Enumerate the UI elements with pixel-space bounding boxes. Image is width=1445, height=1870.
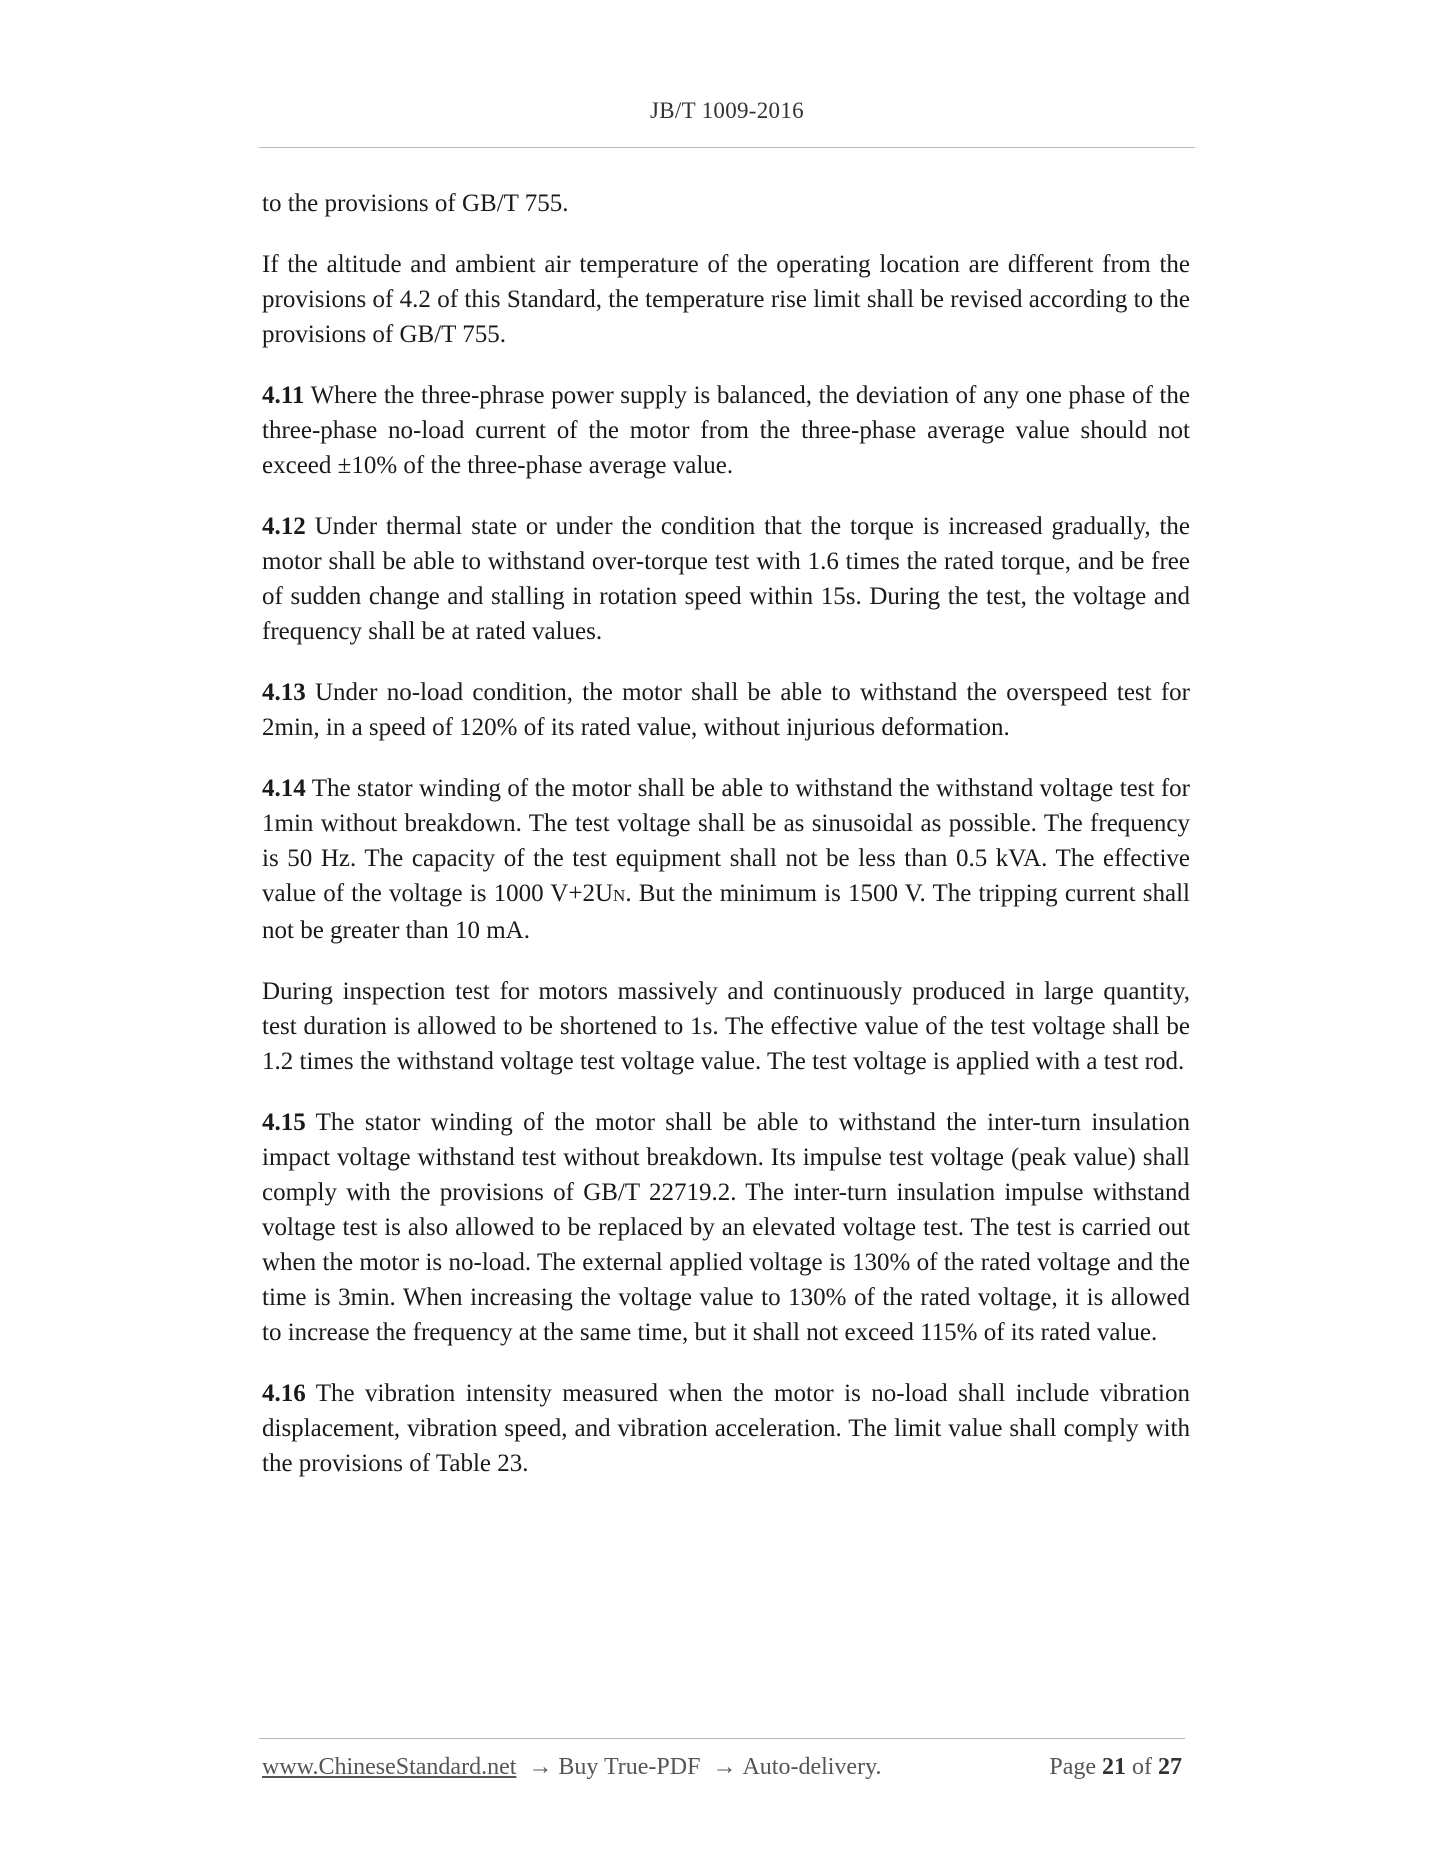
header-divider <box>259 147 1195 148</box>
clause-number: 4.13 <box>262 679 306 706</box>
paragraph-inspection-test: During inspection test for motors massively and continuously produced in large quantity, test duration is allowed to be shortened to 1s. The effective value of the test voltage shall be 1.2 times the withstand voltage test voltage value. The test voltage is applied with a test rod. <box>262 978 1190 1075</box>
page-label: Page <box>1049 1754 1096 1780</box>
clause-4-14 <box>262 771 1190 948</box>
clause-number: 4.16 <box>262 1380 306 1407</box>
clause-number: 4.12 <box>262 513 306 540</box>
website-link[interactable]: www.ChineseStandard.net <box>262 1754 517 1780</box>
page-total: 27 <box>1158 1754 1182 1780</box>
clause-4-15 <box>262 1105 1190 1350</box>
page-current: 21 <box>1102 1754 1126 1780</box>
arrow-right-icon: → <box>712 1754 737 1780</box>
buy-pdf-text: Buy True-PDF <box>558 1754 701 1780</box>
paragraph-altitude: If the altitude and ambient air temperature of the operating location are different from the provisions of 4.2 of this Standard, the temperature rise limit shall be revised according to the provisions of GB/T 755. <box>262 251 1190 348</box>
page-header: JB/T 1009-2016 <box>650 98 804 123</box>
page-of: of <box>1132 1754 1152 1780</box>
clause-4-16 <box>262 1376 1190 1481</box>
clause-4-13 <box>262 675 1190 745</box>
clause-number: 4.11 <box>262 382 305 409</box>
auto-delivery-text: Auto-delivery. <box>742 1754 882 1780</box>
paragraph-continuation: to the provisions of GB/T 755. <box>262 190 569 217</box>
clause-text: Where the three-phrase power supply is balanced, the deviation of any one phase of the three-phase no-load current of the motor from the three-phase average value should not exceed ±10% of the three-phase average value. <box>262 382 1190 479</box>
footer-promo <box>262 1754 882 1781</box>
clause-text-cont: . But the minimum is 1500 V. The tripping current shall not be greater than 10 mA. <box>262 880 1191 944</box>
footer-divider <box>259 1738 1185 1739</box>
clause-4-12 <box>262 509 1190 649</box>
clause-text: The stator winding of the motor shall be able to withstand the withstand voltage test for 1min without breakdown. The test voltage shall be as sinusoidal as possible. The frequency is 50 Hz. The capacity of the test equipment shall not be less than 0.5 kVA. The effective value of the voltage is 1000 V+2U <box>262 775 1190 907</box>
clause-text: The vibration intensity measured when the motor is no-load shall include vibration displacement, vibration speed, and vibration acceleration. The limit value shall comply with the provisions of Table 23. <box>262 1380 1190 1477</box>
clause-text: The stator winding of the motor shall be able to withstand the inter-turn insulation impact voltage withstand test without breakdown. Its impulse test voltage (peak value) shall comply with the provisions of GB/T 22719.2. The inter-turn insulation impulse withstand voltage test is also allowed to be replaced by an elevated voltage test. The test is carried out when the motor is no-load. The external applied voltage is 130% of the rated voltage and the time is 3min. When increasing the voltage value to 130% of the rated voltage, it is allowed to increase the frequency at the same time, but it shall not exceed 115% of its rated value. <box>262 1109 1190 1346</box>
subscript-n: N <box>613 886 626 905</box>
clause-number: 4.15 <box>262 1109 306 1136</box>
clause-text: Under no-load condition, the motor shall be able to withstand the overspeed test for 2min, in a speed of 120% of its rated value, without injurious deformation. <box>262 679 1190 741</box>
body-content <box>262 186 1190 1507</box>
arrow-right-icon: → <box>528 1754 553 1780</box>
clause-number: 4.14 <box>262 775 306 802</box>
clause-4-11 <box>262 378 1190 483</box>
clause-text: Under thermal state or under the condition that the torque is increased gradually, the motor shall be able to withstand over-torque test with 1.6 times the rated torque, and be free of sudden change and stalling in rotation speed within 15s. During the test, the voltage and frequency shall be at rated values. <box>262 513 1190 645</box>
page-footer <box>262 1754 1182 1788</box>
page-number <box>1049 1754 1182 1781</box>
